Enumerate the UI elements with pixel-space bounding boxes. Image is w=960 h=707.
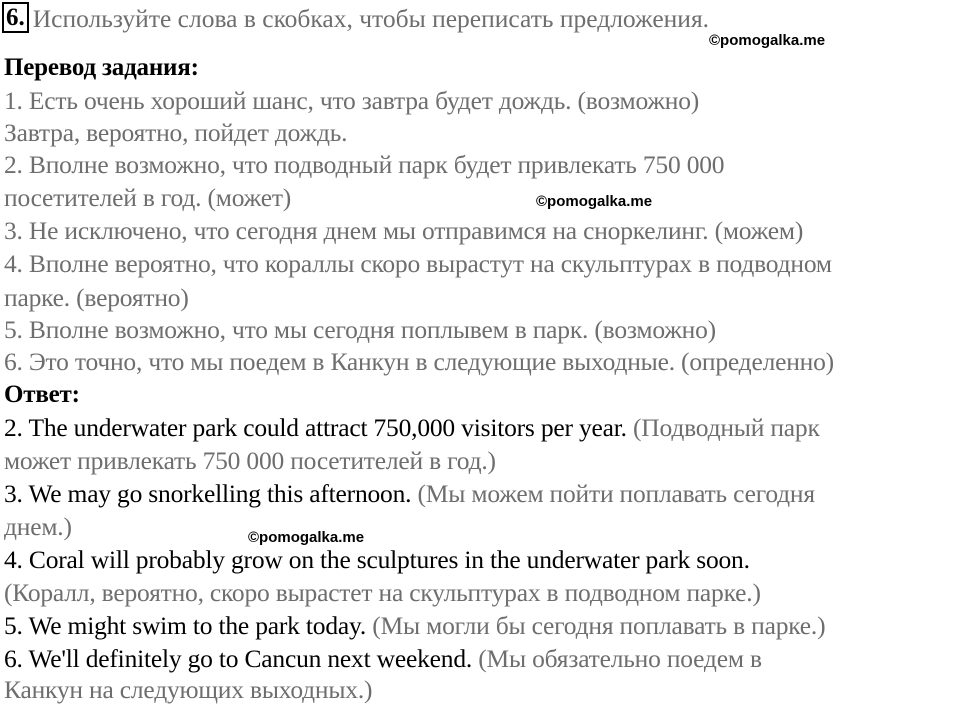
watermark: ©pomogalka.me: [536, 193, 653, 210]
translation-line: 6. Это точно, что мы поедем в Канкун в следующие выходные. (определенно): [4, 347, 834, 376]
answer-russian: днем.): [4, 512, 72, 541]
answer-english: 6. We'll definitely go to Cancun next weekend.: [4, 644, 473, 673]
translation-line: 1. Есть очень хороший шанс, что завтра будет дождь. (возможно): [4, 86, 700, 115]
task-number: 6.: [2, 2, 29, 33]
translation-line: 2. Вполне возможно, что подводный парк будет привлекать 750 000: [4, 150, 725, 179]
answer-english: 4. Coral will probably grow on the sculptures in the underwater park soon.: [4, 545, 750, 574]
answer-russian: (Коралл, вероятно, скоро вырастет на скульптурах в подводном парке.): [4, 578, 761, 607]
translation-line: Завтра, вероятно, пойдет дождь.: [4, 118, 348, 147]
translation-line: 5. Вполне возможно, что мы сегодня поплывем в парк. (возможно): [4, 315, 716, 344]
answer-russian: Канкун на следующих выходных.): [4, 675, 373, 704]
translation-line: посетителей в год. (может): [4, 183, 292, 212]
answer-russian: может привлекать 750 000 посетителей в год.): [4, 446, 496, 475]
answer-russian: (Подводный парк: [633, 413, 820, 442]
translation-line: 4. Вполне вероятно, что кораллы скоро вырастут на скульптурах в подводном: [4, 249, 832, 278]
answer-russian: (Мы можем пойти поплавать сегодня: [417, 479, 815, 508]
translation-line: 3. Не исключено, что сегодня днем мы отправимся на сноркелинг. (можем): [4, 216, 804, 245]
answer-english: 5. We might swim to the park today.: [4, 611, 367, 640]
answer-russian: (Мы могли бы сегодня поплавать в парке.): [372, 611, 826, 640]
answer-item: [4, 411, 820, 444]
task-text: Используйте слова в скобках, чтобы переписать предложения.: [32, 4, 710, 33]
translation-heading: Перевод задания:: [4, 54, 199, 81]
answer-item: [4, 642, 762, 675]
answer-russian: (Мы обязательно поедем в: [478, 644, 762, 673]
watermark: ©pomogalka.me: [248, 529, 365, 546]
answer-item: [4, 477, 815, 510]
answer-heading: Ответ:: [4, 381, 80, 408]
answer-english: 2. The underwater park could attract 750,000 visitors per year.: [4, 413, 627, 442]
watermark: ©pomogalka.me: [709, 32, 826, 49]
answer-item: [4, 609, 825, 642]
task-instruction: [2, 2, 709, 36]
translation-line: парке. (вероятно): [4, 283, 189, 312]
answer-english: 3. We may go snorkelling this afternoon.: [4, 479, 412, 508]
